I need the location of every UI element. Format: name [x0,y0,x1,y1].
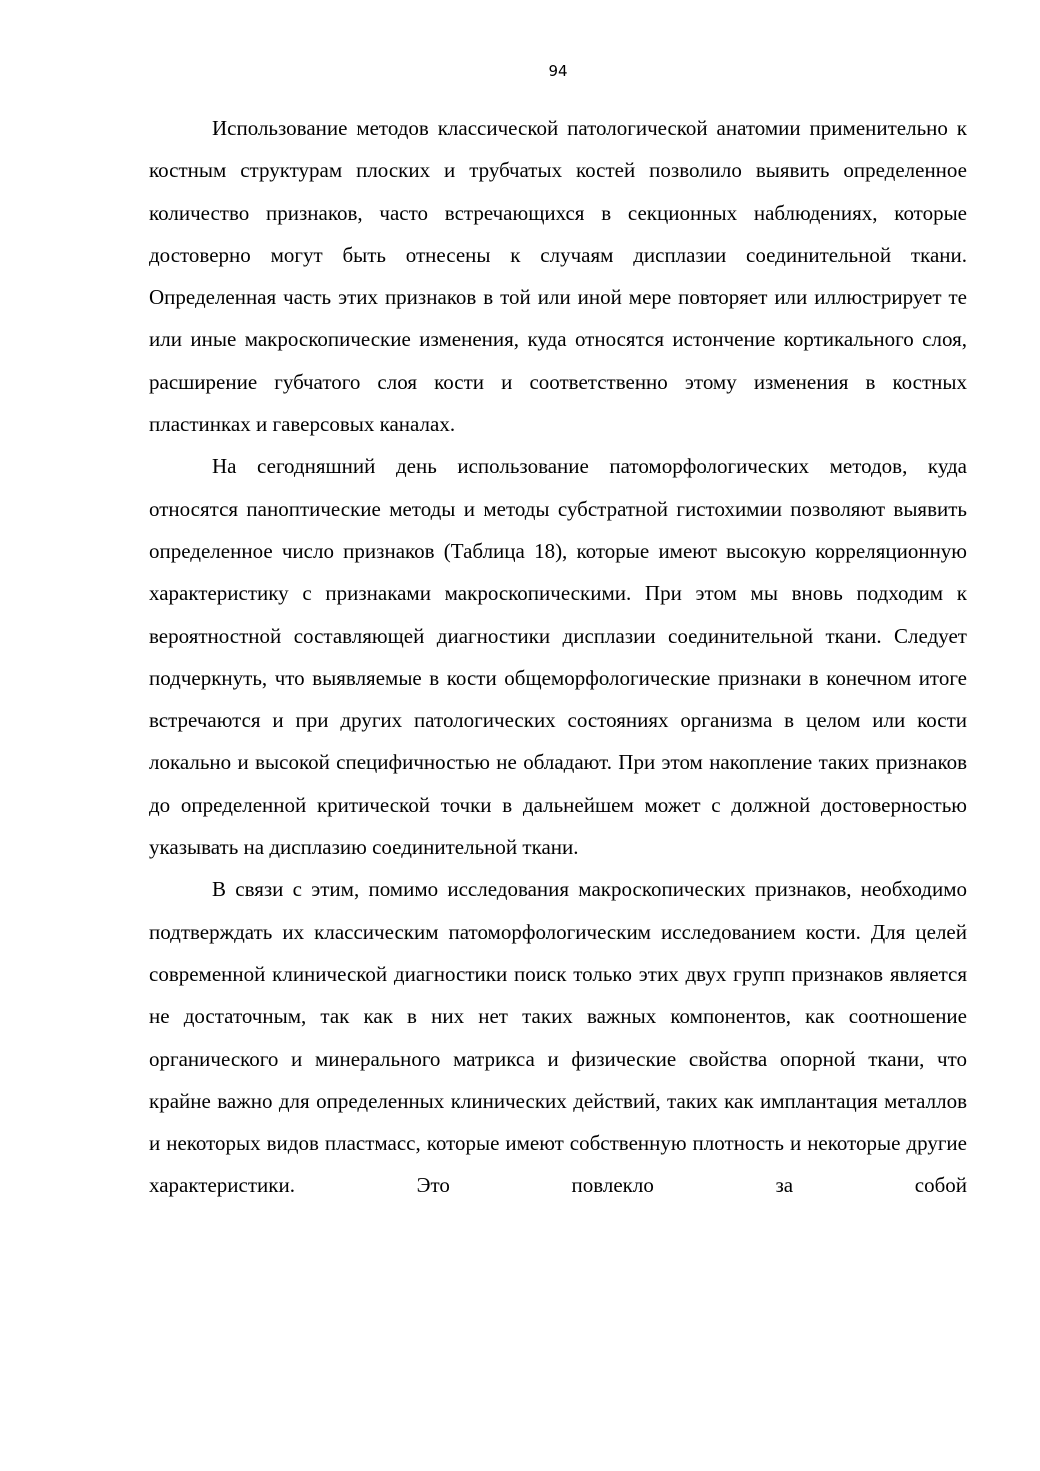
paragraph-2: На сегодняшний день использование патоморфологических методов, куда относятся паноптические методы и методы субстратной гистохимии позволяют выявить определенное число признаков (Таблица 18), которые имеют высокую корреляционную характеристику с признаками макроскопическими. При этом мы вновь подходим к вероятностной составляющей диагностики дисплазии соединительной ткани. Следует подчеркнуть, что выявляемые в кости общеморфологические признаки в конечном итоге встречаются и при других патологических состояниях организма в целом или кости локально и высокой специфичностью не обладают. При этом накопление таких признаков до определенной критической точки в дальнейшем может с должной достоверностью указывать на дисплазию соединительной ткани. [149,454,967,860]
body-text [149,107,967,1207]
page-number: 94 [548,62,568,80]
paragraph-1: Использование методов классической патологической анатомии применительно к костным структурам плоских и трубчатых костей позволило выявить определенное количество признаков, часто встречающихся в секционных наблюдениях, которые достоверно могут быть отнесены к случаям дисплазии соединительной ткани. Определенная часть этих признаков в той или иной мере повторяет или иллюстрирует те или иные макроскопические изменения, куда относятся истончение кортикального слоя, расширение губчатого слоя кости и соответственно этому изменения в костных пластинках и гаверсовых каналах. [149,116,967,437]
paragraph-3: В связи с этим, помимо исследования макроскопических признаков, необходимо подтверждать их классическим патоморфологическим исследованием кости. Для целей современной клинической диагностики поиск только этих двух групп признаков является не достаточным, так как в них нет таких важных компонентов, как соотношение органического и минерального матрикса и физические свойства опорной ткани, что крайне важно для определенных клинических действий, таких как имплантация металлов и некоторых видов пластмасс, которые имеют собственную плотность и некоторые другие характеристики. Это повлекло за собой [149,877,967,1198]
